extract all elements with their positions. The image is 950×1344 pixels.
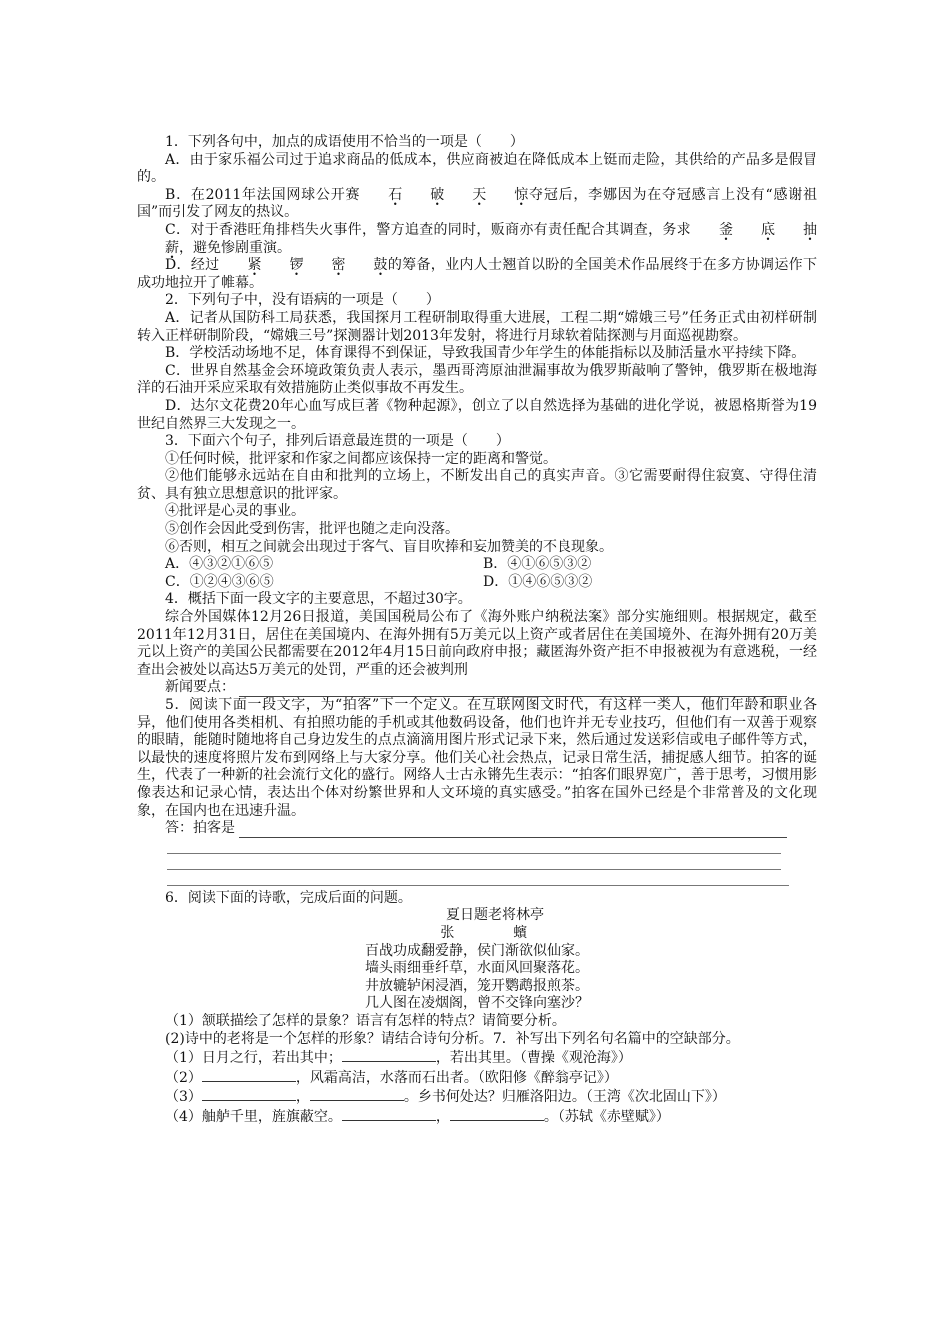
q2-option-d: D．达尔文花费20年心血写成巨著《物种起源》，创立了以自然选择为基础的进化学说，被恩格斯誉为19世纪自然界三大发现之一。 (137, 397, 817, 432)
q1-d-idiom: 紧 锣 密 鼓 (247, 257, 388, 274)
q1-option-b: B．在2011年法国网球公开赛 石 破 天 惊夺冠后，李娜因为在夺冠感言上没有“感谢祖国”而引发了网友的热议。 (137, 186, 817, 221)
q3-stem: 3．下面六个句子，排列后语意最连贯的一项是（ ） (165, 433, 510, 450)
q7-item-2-blank[interactable] (202, 1068, 296, 1082)
q2-option-c: C．世界自然基金会环境政策负责人表示，墨西哥湾原油泄漏事故为俄罗斯敲响了警钟，俄罗斯在极地海洋的石油开采应采取有效措施防止类似事故不再发生。 (137, 362, 817, 397)
q4-stem: 4．概括下面一段文字的主要意思，不超过30字。 (165, 591, 472, 608)
q7-item-3-blank-2[interactable] (310, 1087, 404, 1101)
poem-line-2: 墙头雨细垂纤草，水面风回聚落花。 (365, 960, 589, 977)
q5-stem: 5．阅读下面一段文字，为“拍客”下一个定义。在互联网图文时代，有这样一类人，他们年龄和职业各异，他们使用各类相机、有拍照功能的手机或其他数码设备，他们也许并无专业技巧，但他们有一双善于观察的眼睛，能随时随地将自己身边发生的点点滴滴用图片形式记录下来，然后通过发送彩信或电子邮件等方式，以最快的速度将照片发布到网络上与大家分享。他们关心社会热点，记录日常生活，捕捉感人细节。拍客的诞生，代表了一种新的社会流行文化的盛行。网络人士古永锵先生表示：“拍客们眼界宽广，善于思考，习惯用影像表达和记录心情，表达出个体对纷繁世界和人文环境的真实感受。”拍客在国外已经是个非常普及的文化现象，在国内也在迅速升温。 (137, 697, 817, 819)
q3-sentence-6: ⑥否则，相互之间就会出现过于客气、盲目吹捧和妄加赞美的不良现象。 (165, 538, 613, 555)
poem-line-1: 百战功成翻爱静，侯门渐欲似仙家。 (365, 942, 589, 959)
q4-passage: 综合外国媒体12月26日报道，美国国税局公布了《海外账户纳税法案》部分实施细则。根据规定，截至2011年12月31日，居住在美国境内、在海外拥有5万美元以上资产或者居住在美国境外、在海外拥有20万美元以上资产的美国公民都需要在2012年4月15日前向政府申报；藏匿海外资产拒不申报被视为有意逃税，一经查出会被处以高达5万美元的处罚，严重的还会被判刑 (137, 609, 817, 678)
q4-answer-blank[interactable] (239, 682, 787, 697)
q4-answer-line (137, 679, 817, 697)
q5-answer-line (137, 820, 817, 838)
q2-stem: 2．下列句子中，没有语病的一项是（ ） (165, 292, 440, 309)
q3-sentence-2-3: ②他们能够永远站在自由和批判的立场上，不断发出自己的真实声音。③它需要耐得住寂寞、守得住清贫、具有独立思想意识的批评家。 (137, 468, 817, 502)
q5-answer-blank-3[interactable] (167, 854, 781, 870)
q1-c-idiom: 釜 底 抽薪 (165, 221, 817, 256)
q6-stem: 6．阅读下面的诗歌，完成后面的问题。 (165, 889, 412, 906)
q1-option-a: A．由于家乐福公司过于追求商品的低成本，供应商被迫在降低成本上铤而走险，其供给的产品多是假冒的。 (137, 151, 818, 186)
q3-options-row-1 (137, 556, 817, 574)
q7-item-1-blank[interactable] (342, 1048, 436, 1062)
q7-item-1: （1）日月之行，若出其中； ，若出其里。（曹操《观沧海》） (165, 1050, 632, 1067)
q1-stem: 1．下列各句中，加点的成语使用不恰当的一项是（ ） (165, 134, 524, 150)
q5-answer-blank-2[interactable] (167, 838, 781, 854)
q3-option-c: C．①②④③⑥⑤ (165, 573, 274, 590)
q2-option-a: A．记者从国防科工局获悉，我国探月工程研制取得重大进展，工程二期“嫦娥三号”任务正式由初样研制转入正样研制阶段，“嫦娥三号”探测器计划2013年发射，将进行月球软着陆探测与月面巡视勘察。 (137, 309, 817, 344)
poem-title: 夏日题老将林亭 (446, 907, 544, 924)
q7-item-2: （2） ，风霜高洁，水落而石出者。（欧阳修《醉翁亭记》） (165, 1069, 618, 1086)
q1-b-idiom: 石 破 天 惊 (388, 186, 529, 203)
q7-item-3-blank-1[interactable] (202, 1087, 296, 1101)
q6-sub-question-2: (2)诗中的老将是一个怎样的形象？请结合诗句分析。7．补写出下列名句名篇中的空缺部分。 (165, 1030, 740, 1047)
poem-line-3: 井放辘轳闲浸酒，笼开鹦鹉报煎茶。 (365, 977, 589, 994)
q5-answer-blank-4[interactable] (167, 870, 789, 886)
q2-option-b: B．学校活动场地不足，体育课得不到保证，导致我国青少年学生的体能指标以及肺活量水平持续下降。 (165, 345, 806, 362)
q3-sentence-1: ①任何时候，批评家和作家之间都应该保持一定的距离和警觉。 (165, 450, 557, 467)
q5-answer-blank-1[interactable] (239, 823, 787, 838)
q4-answer-label: 新闻要点： (165, 679, 235, 696)
q7-item-4: （4）舳舻千里，旌旗蔽空。 ， 。（苏轼《赤壁赋》） (165, 1108, 670, 1125)
q7-item-4-blank-1[interactable] (342, 1107, 436, 1121)
q6-sub-question-1: （1）颔联描绘了怎样的景象？语言有怎样的特点？请简要分析。 (165, 1012, 566, 1029)
q1-a-idiom: 铤而走险 (603, 151, 661, 168)
q7-item-4-blank-2[interactable] (450, 1107, 544, 1121)
q3-sentence-5: ⑤创作会因此受到伤害，批评也随之走向没落。 (165, 521, 459, 538)
q1-option-d: D．经过 紧 锣 密 鼓的筹备，业内人士翘首以盼的全国美术作品展终于在多方协调运作下成功地拉开了帷幕。 (137, 257, 817, 291)
q1-option-c: C．对于香港旺角排档失火事件，警方追查的同时，贩商亦有责任配合其调查，务求 釜 底 抽薪，避免惨剧重演。 (137, 222, 817, 257)
q5-answer-label: 答：拍客是 (165, 820, 235, 837)
q3-option-d: D．①④⑥⑤③② (483, 573, 593, 590)
worksheet (137, 134, 817, 1126)
q3-option-a: A．④③②①⑥⑤ (165, 556, 274, 573)
q3-option-b: B．④①⑥⑤③② (483, 556, 592, 573)
q7-item-3: （3） ， 。乡书何处达？归雁洛阳边。（王湾《次北固山下》） (165, 1089, 726, 1106)
q3-sentence-4: ④批评是心灵的事业。 (165, 503, 305, 520)
q3-options-row-2 (137, 574, 817, 592)
poem-line-4: 几人图在凌烟阁，曾不交锋向塞沙？ (365, 995, 589, 1012)
poem-author: 张 蠙 (440, 924, 550, 941)
